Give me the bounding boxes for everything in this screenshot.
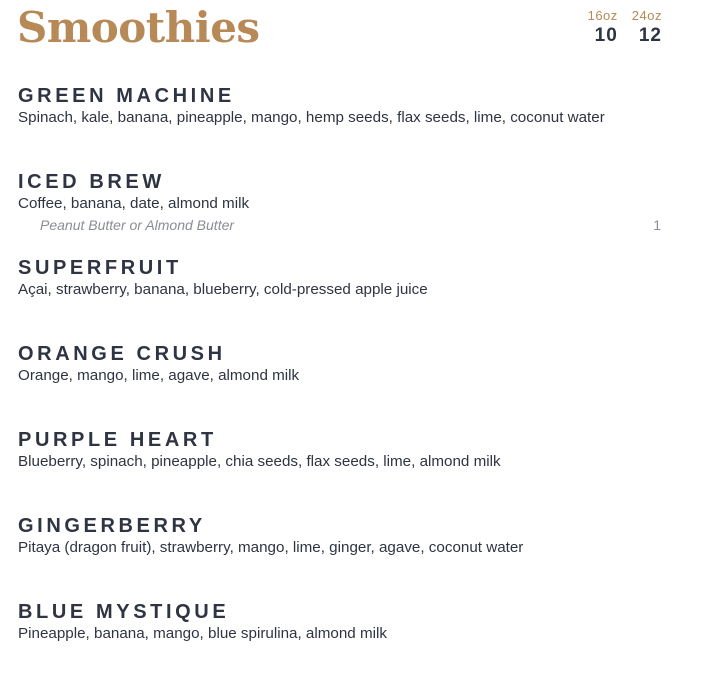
item-description: Spinach, kale, banana, pineapple, mango, hemp seeds, flax seeds, lime, coconut water: [18, 109, 605, 126]
item-description: Açai, strawberry, banana, blueberry, cold-pressed apple juice: [18, 281, 428, 298]
item-description: Pineapple, banana, mango, blue spirulina, almond milk: [18, 625, 387, 642]
item-description: Orange, mango, lime, agave, almond milk: [18, 367, 300, 384]
item-description: Blueberry, spinach, pineapple, chia seeds, flax seeds, lime, almond milk: [18, 453, 501, 470]
menu-item-superfruit: [18, 256, 668, 342]
item-addon: [18, 216, 661, 234]
menu-item-orange-crush: [18, 342, 668, 428]
menu-item-purple-heart: [18, 428, 668, 514]
item-name: BLUE MYSTIQUE: [18, 601, 230, 623]
item-description: Coffee, banana, date, almond milk: [18, 195, 250, 212]
size-label-16oz: 16oz: [587, 8, 618, 23]
size-label-24oz: 24oz: [631, 8, 662, 23]
item-name: ORANGE CRUSH: [18, 343, 226, 365]
menu-item-iced-brew: [18, 170, 668, 256]
size-price-16oz: 10: [594, 25, 618, 46]
menu-item-gingerberry: [18, 514, 668, 600]
item-name: GREEN MACHINE: [18, 85, 235, 107]
size-price-header: [588, 8, 662, 47]
size-16oz-column: [588, 8, 618, 47]
size-price-24oz: 12: [638, 25, 662, 46]
menu-item-green-machine: [18, 84, 668, 170]
menu-item-blue-mystique: [18, 600, 668, 686]
size-24oz-column: [632, 8, 662, 47]
addon-label: Peanut Butter or Almond Butter: [40, 217, 235, 233]
menu-items-list: [18, 84, 668, 686]
item-name: ICED BREW: [18, 171, 165, 193]
item-name: PURPLE HEART: [18, 429, 217, 451]
addon-price: 1: [653, 217, 661, 233]
menu-title: Smoothies: [17, 3, 260, 52]
item-name: GINGERBERRY: [18, 515, 206, 537]
item-name: SUPERFRUIT: [18, 257, 182, 279]
item-description: Pitaya (dragon fruit), strawberry, mango, lime, ginger, agave, coconut water: [18, 539, 524, 556]
